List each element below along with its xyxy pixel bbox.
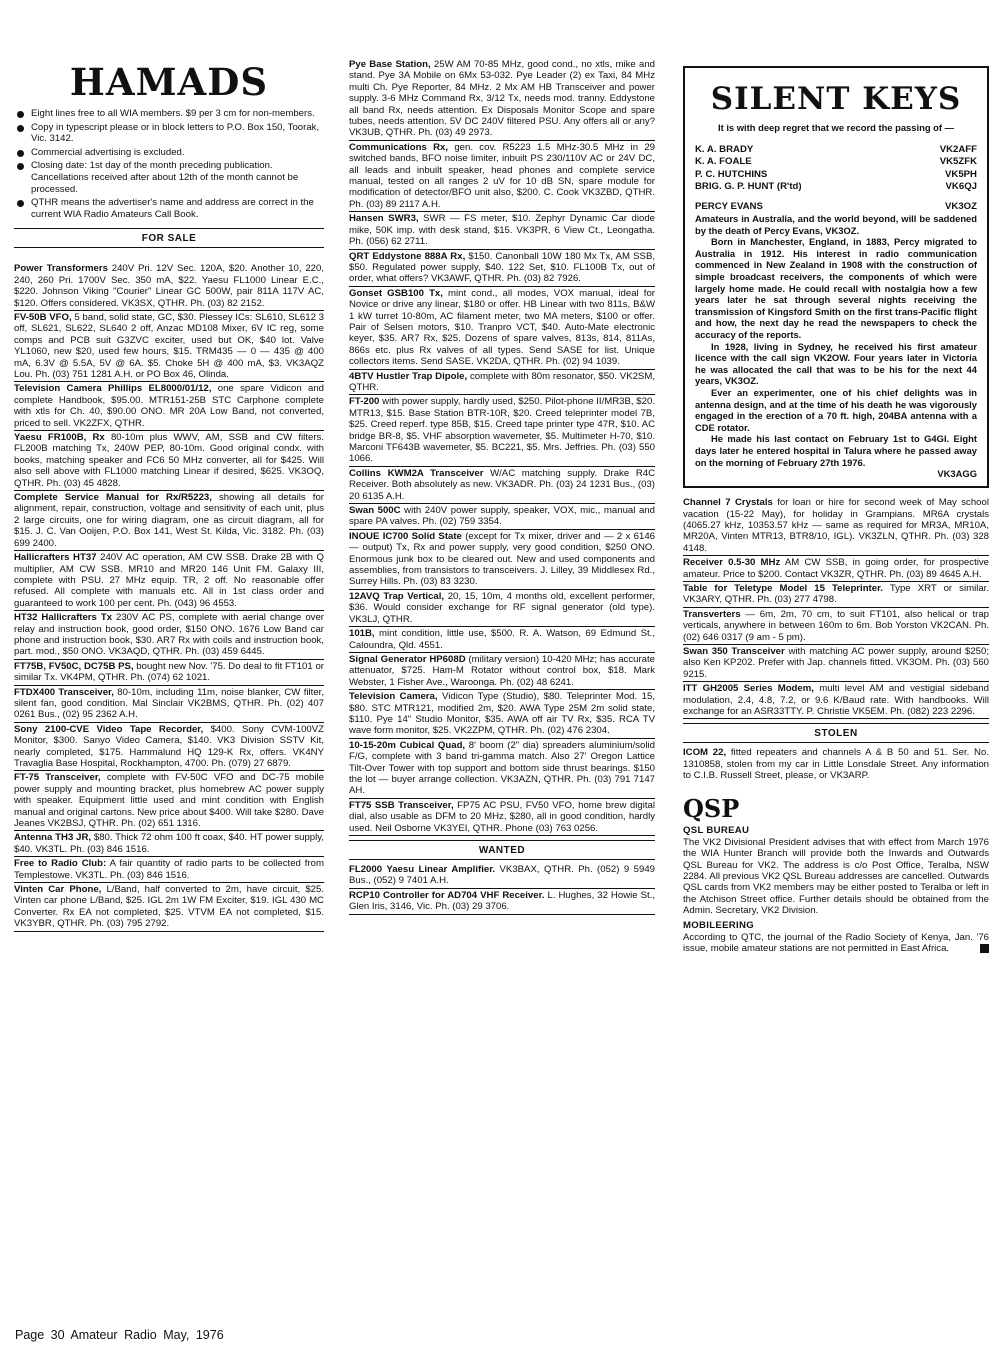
qsp-title: QSP [683,793,740,823]
ad-text: complete with 80m resonator, $50. VK2SM, QTHR. [349,370,655,393]
rule-item: QTHR means the advertiser's name and address are correct in the current WIA Radio Amateurs Call Book. [14,197,324,220]
classified-ad [349,739,655,799]
ad-heading: HT32 Hallicrafters Tx [14,612,113,624]
ad-text: SWR — FS meter, $10. Zephyr Dynamic Car diode mike, 50K imp. with desk stand, $15. VK3PR, 6 View Ct., Leongatha. Ph. (056) 62 2711. [349,213,655,248]
silent-key-call: VK5ZFK [939,156,977,168]
silent-key-entry [695,169,977,182]
obituary-paragraph: Born in Manchester, England, in 1883, Percy migrated to Australia in 1912. His interest in radio communication commenced in New Zealand in 1908 with the construction of simple broadcast receivers, the components of which were largely home made. He could recall with nostalgia how a few years later he sat through several nights receiving the transmission of Kingsford Smith on the first trans-Pacific flight and how, the next day he read the newspapers to check the accuracy of the reports. [695,236,977,341]
classified-ad [349,212,655,249]
silent-keys-intro: It is with deep regret that we record the passing of — [718,122,954,133]
classified-ad [349,889,655,915]
obituary-paragraph: He made his last contact on February 1st to G4GI. Eight days later he entered hospital in Talura where he passed away on the morning of February 27th 1976. [695,433,977,468]
ad-text: (except for Tx mixer, driver and — 2 x 6146 — output) Tx, Rx and power supply, very good condition, $250 ONO. Enormous junk box to be cleared out. New and used components and assemblies, from transistors to transceivers. J. Lilley, 39 Middlesex Rd., Surrey Hills. Ph. (03) 83 3230. [349,530,656,588]
silent-key-call: VK5PH [945,168,977,180]
classified-ad [349,287,655,370]
ad-heading: Swan 500C [349,505,401,517]
ad-text: complete with FV-50C VFO and DC-75 mobile power supply and mounting bracket, plus homebrew AC power supply with speaker. Equipment little used and mint condition with English manual and original cartons. New price about $400. Will take $280. Dave Jeanes VK2BSJ, QTHR. Ph. (02) 651 1316. [14,772,324,830]
classified-ad [683,645,989,682]
ad-heading: RCP10 Controller for AD704 VHF Receiver. [349,889,545,901]
classified-ad [14,831,324,857]
ad-heading: Television Camera Phillips EL8000/01/12, [14,383,212,395]
ad-heading: Swan 350 Transceiver [683,646,785,658]
mobileering-body: According to QTC, the journal of the Radio Society of Kenya, Jan. '76 issue, mobile amateur stations are not permitted in East Africa. [683,931,989,954]
ad-text: 80-10m plus WWV, AM, SSB and CW filters. FL200B matching Tx, 240W PEP, 80-10m. Good original condx. with books, matching speaker and FC6 50 MHz converter, all for $425. Will also sell above with FL1000 matching Linear if desired, $625. VK3OQ, QTHR. Ph. (03) 45 4828. [14,432,324,489]
classified-ad [349,530,655,590]
ad-heading: FV-50B VFO, [14,311,72,323]
silent-key-entry [695,156,977,169]
classified-ad [349,690,655,739]
ad-heading: Collins KWM2A Transceiver [349,467,484,479]
silent-key-name: K. A. BRADY [695,143,754,155]
silent-keys-box [683,66,989,488]
ad-text: VK3BAX, QTHR. Ph. (052) 9 5949 Bus., (052) 9 7401 A.H. [349,864,655,887]
classified-ad [14,431,324,491]
silent-key-entry [695,181,977,194]
classified-ad [14,857,324,883]
ad-heading: Table for Teletype Model 15 Teleprinter. [683,583,883,594]
ad-text: 8' boom (2" dia) spreaders aluminium/solid F/G, complete with 3 band tri-gamma match. Also 27' Oregon Lattice Tilt-Over Tower with top support and bottom side thrust bearings. $150 the lot — buyer arrange collection. VK3AZN, QTHR. Ph. (03) 791 7147 AH. [349,739,655,797]
ad-text: $80. Thick 72 ohm 100 ft coax, $40. HT power supply, $40. VK3TL. Ph. (03) 846 1516. [14,832,325,855]
hamads-title: HAMADS [69,60,269,104]
obituary-paragraph: Ever an experimenter, one of his chief delights was in antenna design, and at the time of his death he was vigorously engaged in the erection of a 70 ft. high, 204BA antenna with a CDE rotator. [695,387,977,433]
qsl-bureau-heading: QSL BUREAU [683,824,750,836]
ad-text: Vidicon Type (Studio), $80. Teleprinter Mod. 15, $80. STC MTR121, modified 2m, $20. AWA Type 25M 2m solid state, $110. Pye 14" Studio Monitor, $35. AWA off air TV Rx, $35. RCA TV wave form monitor, $25. VK2ZPM, QTHR. Ph. (02) 476 2304. [349,691,655,737]
rule-item: Closing date: 1st day of the month preceding publication. Cancellations received after about 12th of the month cannot be processed. [14,160,324,195]
classified-ad [14,771,324,831]
obituary-paragraph: In 1928, living in Sydney, he received his first amateur licence with the call sign VK2OW. Four years later in Victoria he was allocated the call that was to be his for the next 44 years, VK3OZ. [695,340,977,387]
ad-heading: Hansen SWR3, [349,213,419,225]
ad-text: gen. cov. R5223 1.5 MHz-30.5 MHz in 29 switched bands, BFO noise limiter, inbuilt PS 230/110V AC or 24V DC, all leads and inbuilt speaker, head phones and complete service manual, tested on all ranges 2 uV for 10 dB SN, spare module for modification of detector/BFO unit also, $200. C. Cook VK3ZBD, QTHR. Ph. (03) 89 2117 A.H. [349,141,655,210]
ad-heading: Signal Generator HP608D [349,653,466,665]
ad-text: with matching AC power supply, around $250; also Ken KP202. Prefer with Jap. channels fitted. VK3OM. Ph. (03) 560 9215. [683,646,990,680]
classified-ad [349,370,655,396]
ad-text: 240V AC operation, AM CW SSB. Drake 2B with Q multiplier, AM CW SSB. MR10 and MR20 146 Unit FM. Galaxy III, complete with PSU. 27 MHz equip. TR, 2 off. No reasonable offer refused. All complete with manuals etc. All in 1st class order and guaranteed to work 100 per cent. Ph. (043) 96 4553. [14,552,324,609]
ad-text: W/AC matching supply. Drake R4C Receiver. Both absolutely as new. VK3ADR. Ph. (03) 24 1231 Bus., (03) 20 6135 A.H. [349,467,656,502]
ad-heading: Vinten Car Phone, [14,884,102,896]
ad-heading: Channel 7 Crystals [683,497,773,509]
rule-item: Commercial advertising is excluded. [14,147,324,159]
ad-heading: FT-200 [349,396,380,408]
classified-ad [14,491,324,551]
ad-heading: Pye Base Station, [349,59,431,70]
classified-ad [683,582,989,608]
ad-text: AM CW SSB, in going order, for prospective amateur. Price to $200. Contact VK3ZR, QTHR. Ph. (03) 89 4645 A.H. [683,557,989,580]
classified-ad [14,611,324,660]
column-left [14,58,324,932]
ad-text: mint cond., all modes, VOX manual, ideal for Novice or drive any linear, $180 or offer. HB Linear with two 811s, B&W 1 kW turret 10-80m, AC filament meter, two MA meters, $100 or offer. Pair of Selsen motors, $10. Tranpro VCT, $40. Auto-Mate electronic keyer, $35. AR7 Rx, $25. Dozens of spare valves, 813s, 814, 811As, 866s etc. plus Rx valves of all types. Send SASE for list. Unique collectors items. Send SASE. VK2DA, QTHR. Ph. (02) 94 1039. [349,287,655,368]
classified-ad [14,551,324,611]
obituary-signature: VK3AGG [937,468,977,480]
rule-item: Eight lines free to all WIA members. $9 per 3 cm for non-members. [14,108,324,120]
ad-text: $150. Canonball 10W 180 Mx Tx, AM SSB, $50. Regulated power supply, $40. 122 Set, $10. FL100B Tx, out of order, what offers? VK3AWF, QTHR. Ph. (03) 82 7926. [349,250,656,285]
wanted-heading: WANTED [349,840,655,860]
ad-heading: Communications Rx, [349,141,449,153]
classified-ad [14,883,324,932]
ad-text: 230V AC PS, complete with aerial change over relay and instruction book, good order, $150 ONO. 1676 Low Band car phone and instruction book, $30. AR7 Rx with coils and instruction book, part. mod., $50 ONO. VK3AQD, QTHR. Ph. (03) 459 6445. [14,612,324,658]
ad-heading: FT75 SSB Transceiver, [349,799,454,811]
classified-ad [14,686,324,723]
stolen-heading: STOLEN [683,723,989,743]
classified-ad [683,496,989,556]
classified-ad [349,590,655,627]
classified-ad [349,141,655,212]
ad-heading: FT-75 Transceiver, [14,772,101,784]
ad-text: L. Hughes, 32 Howie St., Glen Iris, 3146, Vic. Ph. (03) 29 3706. [349,889,655,913]
classified-ad [14,311,324,382]
classified-ad [14,660,324,686]
obituary-name: PERCY EVANS [695,200,763,212]
ad-heading: FTDX400 Transceiver, [14,686,114,698]
classified-ad [14,723,324,772]
obituary-heading [695,201,977,214]
ad-text: for loan or hire for second week of May school vacation (15-22 May), for holiday in Grampians. MR6A crystals (4065.27 kHz, 10353.57 kHz — same as required for MR3A, MR10A, MR20A, Vinten MTR13, BTR8/10, IGL). VK3ZLN, QTHR. Ph. (03) 328 4148. [683,497,989,554]
obituary-paragraph: Amateurs in Australia, and the world beyond, will be saddened by the death of Percy Evans, VK3OZ. [695,213,977,236]
silent-key-name: K. A. FOALE [695,156,752,168]
wanted-ads [349,863,655,915]
classified-ad [14,262,324,311]
classified-ad [349,863,655,889]
classified-ad [349,504,655,530]
ad-heading: FL2000 Yaesu Linear Amplifier. [349,864,496,875]
ad-text: (military version) 10-420 MHz; has accurate attenuator, $725. Ham-M Rotator without control box, $18. Mark Webster, 1 Fisher Ave., Waroonga. Ph. (02) 48 6241. [349,653,655,688]
ad-text: 240V Pri. 12V Sec. 120A, $20. Another 10, 220, 240, 260 Pri. 1700V Sec. 350 mA, $22. Yaesu FL1000 Linear E.C., $220. Johnson Viking "Courier" Linear GC 500W, pair 811A 117V AC, $120. Offers considered. VK3SX, QTHR. Ph. (03) 82 2152. [14,263,325,309]
ad-text: 25W AM 70-85 MHz, good cond., no xtls, mike and stand. Pye 3A Mobile on 6Mx 53-032. Pye Leader (2) ex Taxi, 84 MHz multi Ch. Pye Reporter, 84 MHz. 2 Mx AM HB Transceiver and power supply. 3-6 MHz Command Rx, 3/12 Tx, needs mod. tranny. Eddystone all band Rx, needs attention. Ex Disposals Monitor Scope and spare tubes, needs attention. 5V DC 240V filtered PSU. Any offers all or any? VK3UB, QTHR. Ph. (03) 49 2973. [349,59,656,139]
ad-heading: Transverters [683,608,741,620]
ad-heading: Sony 2100-CVE Video Tape Recorder, [14,723,204,735]
ad-text: multi level AM and vestigial sideband modulation, 2.4, 4.8, 7.2, or 9.6 K/Baud rate. With handbooks. Will exchange for an ASR33TTY. P. Christie VK5EM. Ph. (082) 223 2296. [683,683,989,718]
column-middle [349,58,655,915]
ad-text: with 240V power supply, speaker, VOX, mic., manual and spare PA valves. Ph. (02) 759 3354. [349,505,655,528]
ad-heading: FT75B, FV50C, DC75B PS, [14,660,134,672]
classified-ad [14,382,324,431]
for-sale-heading: FOR SALE [14,228,324,248]
for-sale-ads-left [14,262,324,931]
ad-heading: Television Camera, [349,691,438,703]
ad-text: mint condition, little use, $500. R. A. Watson, 69 Edmund St., Caloundra, Qld. 4551. [349,628,655,651]
classified-ad [349,627,655,653]
ad-heading: 4BTV Hustler Trap Dipole, [349,370,468,382]
obituary-call: VK3OZ [945,200,977,212]
for-sale-ads-right [683,496,989,719]
ad-text: 80-10m, including 11m, noise blanker, CW filter, silent fan, good condition. Mal Sinclair VK2BMS, QTHR. Ph. (02) 407 0261 Bus., (02) 95 2362 A.H. [14,686,324,721]
mobileering-heading: MOBILEERING [683,919,754,931]
column-right [683,58,989,957]
classified-ad [683,608,989,645]
ad-heading: Gonset GSB100 Tx, [349,287,443,299]
ad-heading: Hallicrafters HT37 [14,552,97,564]
silent-key-name: BRIG. G. P. HUNT (R'td) [695,181,802,193]
ad-heading: 10-15-20m Cubical Quad, [349,739,466,751]
ad-heading: Free to Radio Club: [14,858,107,870]
ad-text: one spare Vidicon and complete Handbook, $95.00. MTR151-25B STC Carphone complete with xtls for Ch. 40, $90.00 ONO. MR 20A Low Band, not converted, priced to sell. VK2ZFX, QTHR. [14,383,324,429]
hamads-rules-list [14,108,324,220]
ad-text: 20, 15, 10m, 4 months old, excellent performer, $36. Would consider exchange for RF signal generator (old type). VK3LJ, QTHR. [349,590,655,625]
silent-keys-title: SILENT KEYS [710,81,962,117]
silent-key-call: VK2AFF [939,143,977,155]
ad-text: showing all details for alignment, repair, construction, voltage and sensitivity of each unit, plus 2 large circuits, one for wiring diagram, one as circuit diagram, all for $15. J. C. Van Ooijen, P.O. Box 141, West St. Kilda, Vic. 3182. Ph. (03) 699 2400. [14,492,324,549]
ad-heading: Antenna TH3 JR, [14,832,92,844]
ad-text: with power supply, hardly used, $250. Pilot-phone II/MR3B, $20. MTR13, $15. Base Station BTR-10R, $20. Creed teleprinter model 7B, $25. Creed reperf. type 85B, $15. Creed tape printer type 47R, $10. AC bridge BR-8, $5. VHF absorption wavemeter, $5. Multimeter H-70, $10. Marconi TF643B wavemeter, $5. BC221, $5. Mrs. Jeffries. Ph. (03) 550 1066. [349,396,655,465]
classified-ad [683,556,989,582]
ad-heading: Receiver 0.5-30 MHz [683,557,781,569]
ad-heading: ITT GH2005 Series Modem, [683,683,814,695]
stolen-ad [683,746,989,782]
ad-heading: INOUE IC700 Solid State [349,530,462,542]
page-footer: Page 30 Amateur Radio May, 1976 [15,1328,224,1342]
silent-key-name: P. C. HUTCHINS [695,168,768,180]
for-sale-ads-middle [349,58,655,836]
mobileering-text [683,932,989,955]
ad-text: L/Band, half converted to 2m, have circuit, $25. Vinten car phone L/Band, $25. IGL 2m 1W FM Exciter, $19. IGL 430 MC Converter. Rx EA not completed, $25. VTVM EA not completed, $15. VK3YBR, QTHR. Ph. (03) 795 2792. [14,884,324,930]
ad-heading: Yaesu FR100B, Rx [14,432,105,444]
qsl-bureau-text: The VK2 Divisional President advises that with effect from March 1976 the WIA Hunter Branch will provide both the Inwards and Outwards QSL Bureau for VK2. The address is c/o Post Office, Teralba, NSW 2284. All previous VK2 QSL Bureau addresses are cancelled. Outwards QSL cards from VK2 members may be either posted to Teralba or left in the Atchison Street office. Further details should be obtained from the Admin. Secretary, VK2 Division. [683,836,989,917]
ad-text: $400. Sony CVM-100VZ Monitor, $300. Sanyo Video Camera, $140. VK3 Division SSTV Kit, nearly completed, $175. Hammalund HQ 129-K Rx, offers. VK4NY Travaglia Base Hospital, Rockhampton, 4700. Ph. (079) 27 6879. [14,723,324,769]
classified-ad [349,799,655,836]
classified-ad [683,682,989,719]
classified-ad [349,250,655,287]
ad-text: Type XRT or similar. VK3ARY, QTHR. Ph. (03) 277 4798. [683,583,989,606]
ad-text: FP75 AC PSU, FV50 VFO, home brew digital dial, also usable as DFM to 20 MHz, $280, all in good condition, hardly used. Neil Osborne VK3YEI, QTHR. Phone (03) 763 0256. [349,799,655,834]
end-mark-icon [980,944,989,953]
ad-text: A fair quantity of radio parts to be collected from Templestowe. VK3TL. Ph. (03) 846 1516. [14,858,324,881]
ad-text: fitted repeaters and channels A & B 50 and 51. Ser. No. 1310858, stolen from my car in Little Lonsdale Street. Any information to C.I.B. Russell Street, please, or VK3ARP. [683,747,989,782]
ad-heading: 12AVQ Trap Vertical, [349,590,445,602]
ad-text: 5 band, solid state, GC, $30. Plessey ICs: SL610, SL612 3 off, SL621, SL622, SL640 2 off, Anzac MD108 Mixer, 6V IC reg, some comps and PCB suit G3ZVC exciter, used but OK, $40 lot. Valve YL1060, new $20, used few hours, $15. TRM435 — 0 — 435 @ 400 mA, 6.3V @ 5.5A, 5V @ 6A. $5. Choke 5H @ 400 mA, $3. VK3AQZ Lou. Ph. (03) 751 1281 A.H. or PO Box 46, Olinda. [14,311,325,380]
ad-text: — 6m, 2m, 70 cm, to suit FT101, also helical or trap verticals, anywhere in between 160m to 6m. Bob Yorston VK2CAN. Ph. (02) 646 0317 (9 am - 5 pm). [683,608,989,643]
classified-ad [349,395,655,466]
silent-key-call: VK6QJ [945,181,977,193]
classified-ad [349,58,655,141]
ad-heading: ICOM 22, [683,747,727,759]
rule-item: Copy in typescript please or in block letters to P.O. Box 150, Toorak, Vic. 3142. [14,122,324,145]
ad-heading: Power Transformers [14,263,108,275]
ad-text: bought new Nov. '75. Do deal to fit FT101 or similar Tx. VK4PM, QTHR. Ph. (074) 62 1021. [14,660,324,684]
ad-heading: Complete Service Manual for Rx/R5223, [14,492,212,504]
classified-ad [349,653,655,690]
classified-ad [349,467,655,504]
ad-heading: 101B, [349,628,375,640]
ad-heading: QRT Eddystone 888A Rx, [349,250,466,262]
silent-key-entry [695,144,977,157]
